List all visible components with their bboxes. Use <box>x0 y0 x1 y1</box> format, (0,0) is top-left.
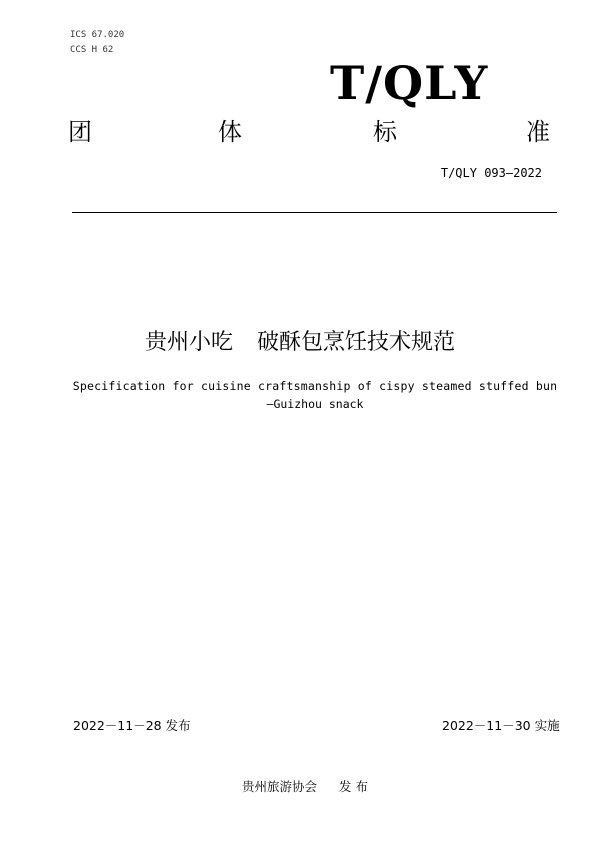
title-cn-part1: 贵州小吃 <box>144 330 233 355</box>
document-title-en-line2: —Guizhou snack <box>266 397 364 411</box>
document-title-en-line1: Specification for cuisine craftsmanship of cispy steamed stuffed bun <box>72 379 558 393</box>
standard-type-char: 准 <box>526 118 550 146</box>
issuer-name: 贵州旅游协会 <box>242 779 318 794</box>
standard-type-heading <box>60 117 560 147</box>
ics-code: ICS 67.020 <box>70 30 125 40</box>
effective-date: 2022－11－30 实施 <box>442 718 560 733</box>
ccs-code: CCS H 62 <box>70 45 114 55</box>
standard-type-char: 标 <box>373 118 397 146</box>
issuer-line <box>0 777 600 795</box>
publish-date: 2022－11－28 发布 <box>73 718 191 733</box>
header-divider <box>72 212 557 213</box>
document-title-cn <box>0 329 600 357</box>
standard-type-char: 团 <box>68 118 92 146</box>
standard-logo-text: T/QLY <box>330 56 489 110</box>
standard-type-char: 体 <box>218 118 242 146</box>
issuer-action: 发 布 <box>339 779 368 794</box>
standard-number: T/QLY 093—2022 <box>440 166 542 180</box>
title-cn-part2: 破酥包烹饪技术规范 <box>257 330 456 355</box>
